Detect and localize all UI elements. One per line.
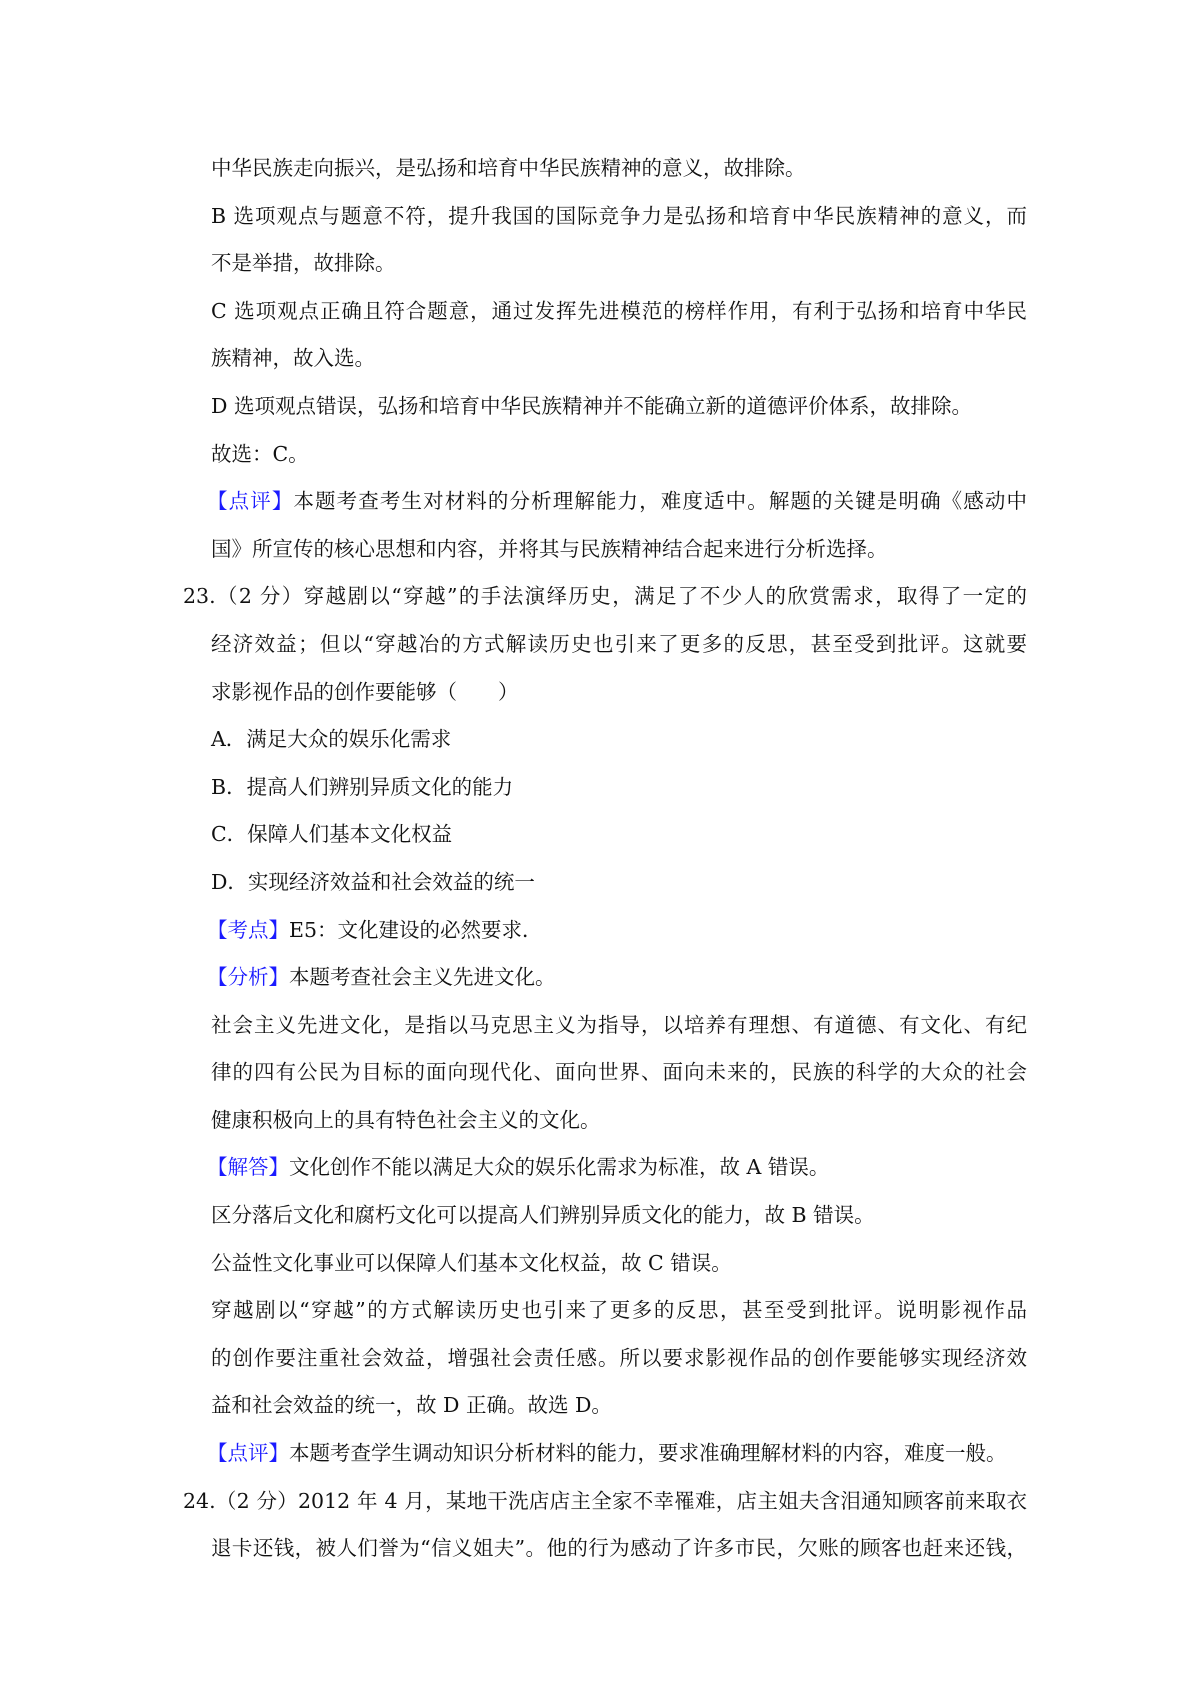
text-line: 益和社会效益的统一，故 D 正确。故选 D。 — [211, 1393, 612, 1418]
point-line — [207, 907, 1027, 955]
question-23-stem: 23.（2 分）穿越剧以“穿越”的手法演绎历史，满足了不少人的欣赏需求，取得了一定的 — [183, 584, 1027, 609]
review-text: 本题考查考生对材料的分析理解能力，难度适中。解题的关键是明确《感动中 — [293, 489, 1027, 514]
text-line: 公益性文化事业可以保障人们基本文化权益，故 C 错误。 — [211, 1250, 732, 1275]
text-line: 求影视作品的创作要能够（ ） — [211, 679, 519, 704]
text-line: D 选项观点错误，弘扬和培育中华民族精神并不能确立新的道德评价体系，故排除。 — [211, 393, 972, 418]
text-line: 不是举措，故排除。 — [211, 251, 396, 276]
point-text: E5：文化建设的必然要求． — [289, 917, 543, 942]
analysis-tag: 【分析】 — [207, 965, 289, 990]
answer-line — [207, 1144, 1027, 1192]
review-tag: 【点评】 — [207, 489, 294, 514]
text-line: 经济效益；但以“穿越冶的方式解读历史也引来了更多的反思，甚至受到批评。这就要 — [211, 631, 1027, 656]
option-b: B．提高人们辨别异质文化的能力 — [211, 774, 514, 799]
text-line: 故选：C。 — [211, 441, 309, 466]
text-line: 穿越剧以“穿越”的方式解读历史也引来了更多的反思，甚至受到批评。说明影视作品 — [211, 1298, 1027, 1323]
text-line: C 选项观点正确且符合题意，通过发挥先进模范的榜样作用，有利于弘扬和培育中华民 — [211, 298, 1027, 323]
option-c: C．保障人们基本文化权益 — [211, 822, 453, 847]
text-line: 国》所宣传的核心思想和内容，并将其与民族精神结合起来进行分析选择。 — [211, 536, 888, 561]
review-line — [207, 1430, 1027, 1478]
text-line: 区分落后文化和腐朽文化可以提高人们辨别异质文化的能力，故 B 错误。 — [211, 1203, 875, 1228]
option-a: A．满足大众的娱乐化需求 — [211, 727, 452, 752]
review-tag: 【点评】 — [207, 1441, 289, 1466]
question-24-stem: 24.（2 分）2012 年 4 月，某地干洗店店主全家不幸罹难，店主姐夫含泪通知顾客前来取衣 — [183, 1488, 1027, 1513]
analysis-text: 本题考查社会主义先进文化。 — [289, 965, 556, 990]
text-line: 中华民族走向振兴，是弘扬和培育中华民族精神的意义，故排除。 — [211, 156, 806, 180]
text-line: 社会主义先进文化，是指以马克思主义为指导，以培养有理想、有道德、有文化、有纪 — [211, 1012, 1027, 1037]
page-content — [183, 145, 1027, 1573]
text-line: 健康积极向上的具有特色社会主义的文化。 — [211, 1107, 601, 1132]
point-tag: 【考点】 — [207, 917, 289, 942]
answer-tag: 【解答】 — [207, 1155, 289, 1180]
text-line: 的创作要注重社会效益，增强社会责任感。所以要求影视作品的创作要能够实现经济效 — [211, 1345, 1027, 1370]
review-text: 本题考查学生调动知识分析材料的能力，要求准确理解材料的内容，难度一般。 — [289, 1441, 1007, 1466]
text-line: 退卡还钱，被人们誉为“信义姐夫”。他的行为感动了许多市民，欠账的顾客也赶来还钱， — [211, 1536, 1027, 1561]
text-line: B 选项观点与题意不符，提升我国的国际竞争力是弘扬和培育中华民族精神的意义，而 — [211, 203, 1027, 228]
option-d: D．实现经济效益和社会效益的统一 — [211, 869, 535, 894]
text-line: 律的四有公民为目标的面向现代化、面向世界、面向未来的，民族的科学的大众的社会 — [211, 1060, 1027, 1085]
text-line: 族精神，故入选。 — [211, 346, 375, 371]
analysis-line — [207, 954, 1027, 1002]
answer-text: 文化创作不能以满足大众的娱乐化需求为标准，故 A 错误。 — [289, 1155, 830, 1180]
review-line — [207, 478, 1027, 526]
